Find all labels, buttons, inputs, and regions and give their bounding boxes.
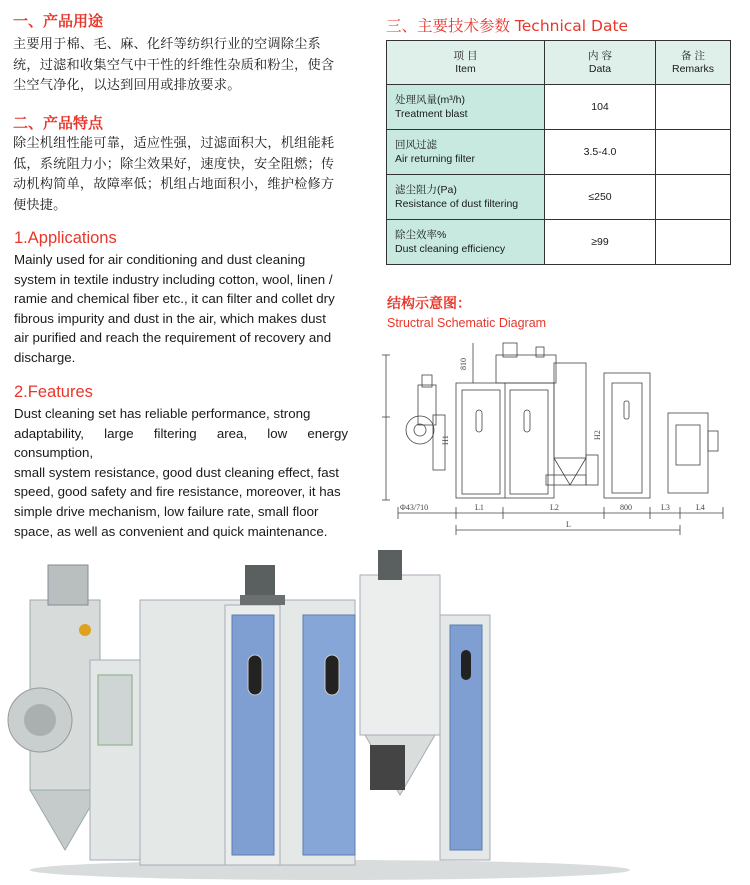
row-item: 滤尘阻力(Pa) Resistance of dust filtering — [387, 175, 545, 220]
diagram-title-cn: 结构示意图： — [387, 296, 471, 312]
row-value: ≤250 — [545, 175, 656, 220]
text-line: small system resistance, good dust cleaning effect, fast — [14, 464, 339, 480]
text-line: speed, good safety and fire resistance, moreover, it has — [14, 484, 341, 500]
section-title-features-cn: 二、产品特点 — [13, 114, 104, 132]
dim-h1: H1 — [441, 435, 450, 445]
dim-l1: L1 — [475, 503, 484, 512]
row-value: ≥99 — [545, 220, 656, 265]
header-data: 内 容 Data — [545, 41, 656, 85]
text-line: 主要用于棉、毛、麻、化纤等纺织行业的空调除尘系 — [13, 37, 321, 52]
table-row — [387, 175, 731, 220]
tech-title: 三、主要技术参数 Technical Date — [386, 17, 629, 35]
text-line: 除尘机组性能可靠，适应性强，过滤面积大，机组能耗 — [13, 136, 335, 151]
dim-800: 800 — [620, 503, 632, 512]
row-item: 回风过滤 Air returning filter — [387, 130, 545, 175]
table-row — [387, 220, 731, 265]
diagram-title-en: Structral Schematic Diagram — [387, 316, 547, 330]
applications-en-text — [14, 250, 348, 368]
row-value: 3.5-4.0 — [545, 130, 656, 175]
features-en-text — [14, 404, 348, 541]
dim-l3: L3 — [661, 503, 670, 512]
dim-810: 810 — [459, 358, 468, 370]
table-row — [387, 85, 731, 130]
header-item: 项 目 Item — [387, 41, 545, 85]
row-remark — [656, 85, 731, 130]
text-line: fibrous impurity and dust in the air, which makes dust — [14, 310, 326, 326]
row-value: 104 — [545, 85, 656, 130]
product-photo — [0, 545, 750, 885]
usage-cn-text — [13, 35, 358, 97]
text-line: Dust cleaning set has reliable performance, strong — [14, 406, 311, 421]
features-cn-text — [13, 134, 358, 216]
table-header-row — [387, 41, 731, 85]
row-remark — [656, 175, 731, 220]
text-line: 便快捷。 — [13, 197, 67, 213]
dim-l4: L4 — [696, 503, 705, 512]
table-row — [387, 130, 731, 175]
section-title-applications-en: 1.Applications — [14, 229, 117, 247]
text-line: adaptability, large filtering area, low energy consumption, — [14, 425, 348, 461]
row-remark — [656, 130, 731, 175]
text-line: discharge. — [14, 349, 76, 365]
text-line: system in textile industry including cotton, wool, linen / — [14, 271, 333, 287]
text-line: space, as well as convenient and quick maintenance. — [14, 523, 328, 539]
row-item: 除尘效率% Dust cleaning efficiency — [387, 220, 545, 265]
text-line: 尘空气净化，以达到回用或排放要求。 — [13, 78, 241, 93]
text-line: ramie and chemical fiber etc., it can filter and collet dry — [14, 291, 335, 307]
text-line: simple drive mechanism, low failure rate, small floor — [14, 503, 319, 519]
row-item: 处理风量(m³/h) Treatment blast — [387, 85, 545, 130]
header-remarks: 备 注 Remarks — [656, 41, 731, 85]
text-line: Mainly used for air conditioning and dust cleaning — [14, 252, 306, 267]
text-line: 低，系统阻力小；除尘效果好，速度快，安全阻燃；传 — [13, 156, 335, 172]
dim-l2: L2 — [550, 503, 559, 512]
section-title-usage-cn: 一、产品用途 — [13, 12, 104, 30]
tech-table — [386, 40, 731, 265]
schematic-diagram — [378, 335, 733, 540]
text-line: 统，过滤和收集空气中干性的纤维性杂质和粉尘，使含 — [13, 57, 335, 73]
dim-dia: Φ43/710 — [400, 503, 429, 512]
text-line: 动机构简单，故障率低；机组占地面积小，维护检修方 — [13, 177, 335, 192]
row-remark — [656, 220, 731, 265]
text-line: air purified and reach the requirement of recovery and — [14, 330, 332, 346]
dim-l: L — [566, 520, 571, 529]
section-title-features-en: 2.Features — [14, 383, 93, 401]
dim-h2: H2 — [593, 430, 602, 440]
